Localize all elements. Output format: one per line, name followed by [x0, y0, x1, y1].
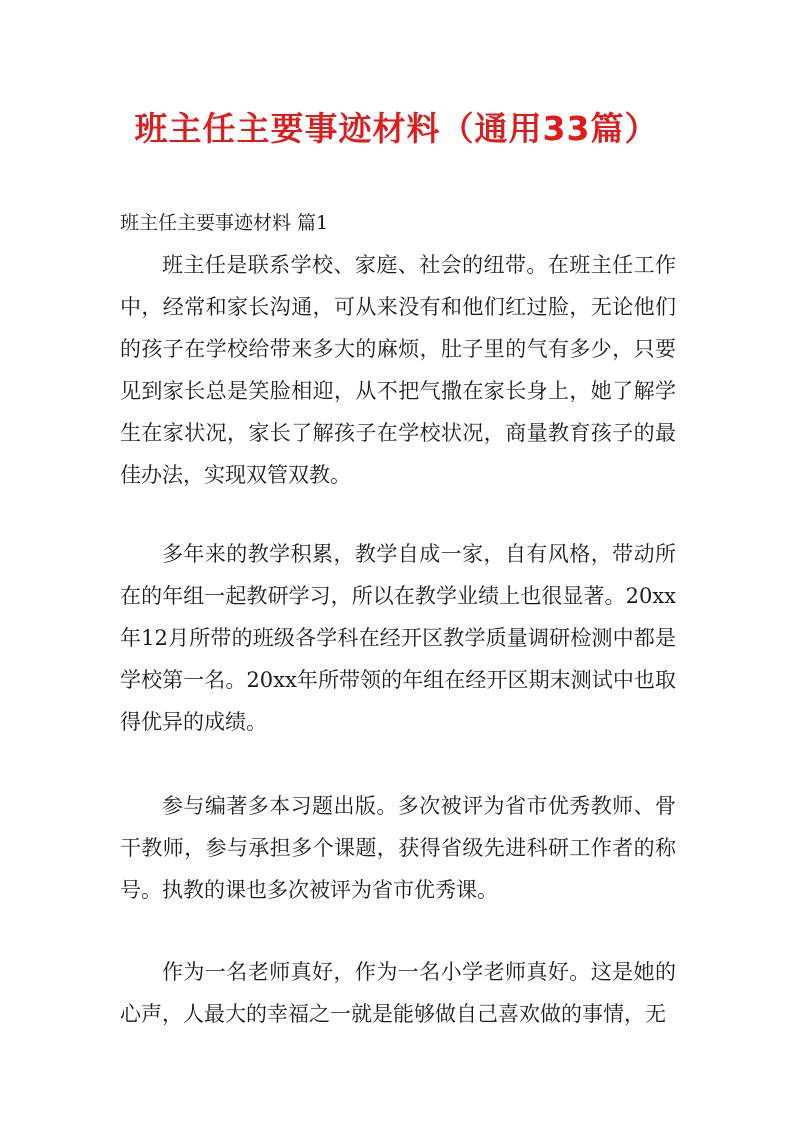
- section-heading: 班主任主要事迹材料 篇1: [120, 212, 329, 234]
- paragraph: 多年来的教学积累，教学自成一家，自有风格，带动所在的年组一起教研学习，所以在教学业绩上也很显著。20xx年12月所带的班级各学科在经开区教学质量调研检测中都是学校第一名。20xx年所带领的年组在经开区期末测试中也取得优异的成绩。: [120, 542, 676, 734]
- document-title: 班主任主要事迹材料（通用33篇）: [134, 109, 659, 148]
- paragraph: 作为一名老师真好，作为一名小学老师真好。这是她的心声，人最大的幸福之一就是能够做自己喜欢做的事情，无: [120, 960, 676, 1026]
- paragraph: 参与编著多本习题出版。多次被评为省市优秀教师、骨干教师，参与承担多个课题，获得省级先进科研工作者的称号。执教的课也多次被评为省市优秀课。: [120, 794, 676, 902]
- paragraph: 班主任是联系学校、家庭、社会的纽带。在班主任工作中，经常和家长沟通，可从来没有和他们红过脸，无论他们的孩子在学校给带来多大的麻烦，肚子里的气有多少，只要见到家长总是笑脸相迎，从不把气撒在家长身上，她了解学生在家状况，家长了解孩子在学校状况，商量教育孩子的最佳办法，实现双管双教。: [120, 253, 676, 487]
